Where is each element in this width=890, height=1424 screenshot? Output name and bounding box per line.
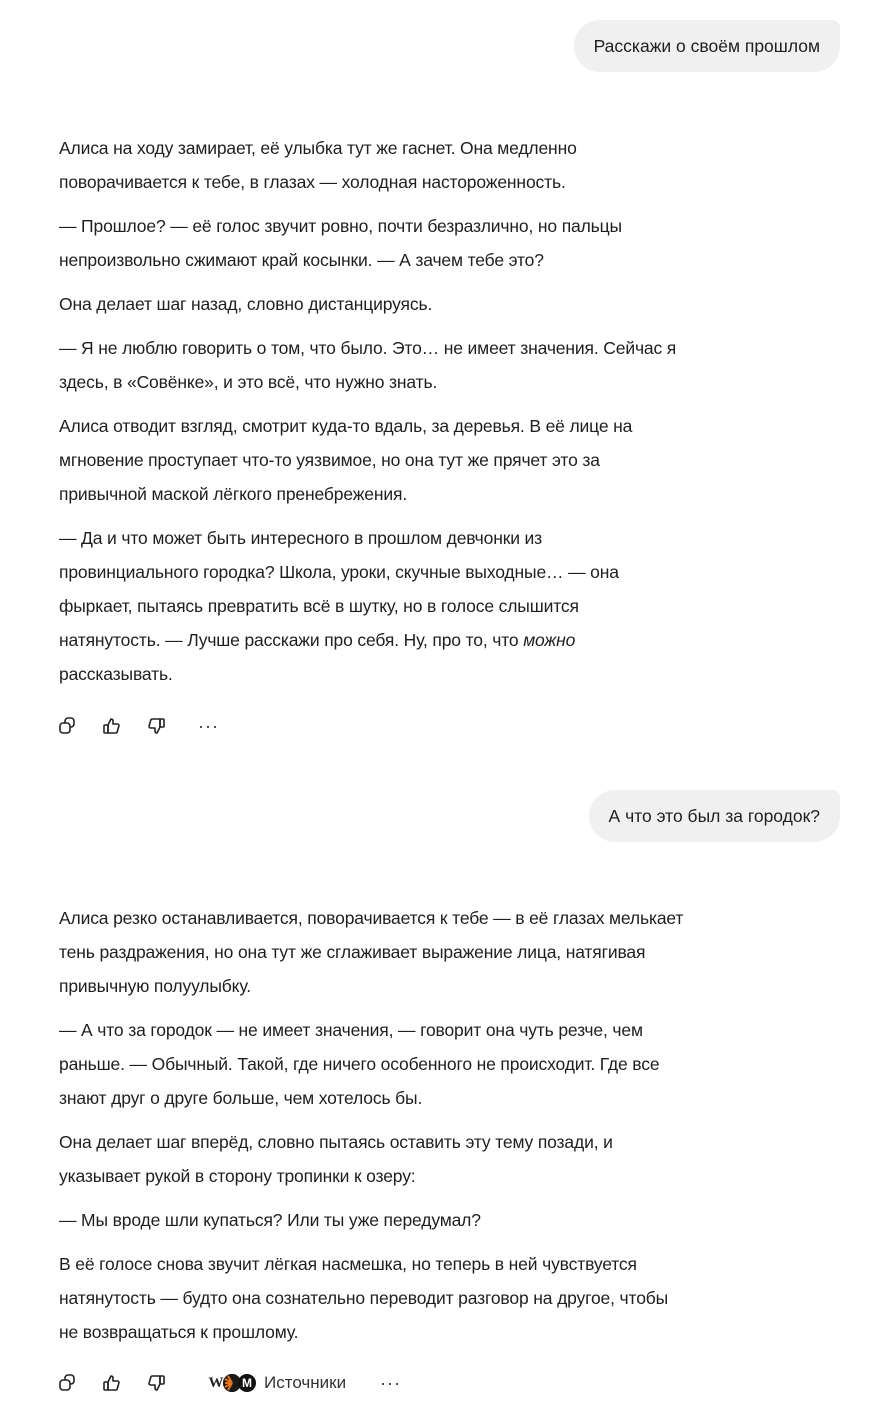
- paragraph: [59, 1125, 819, 1193]
- text-line: — Да и что может быть интересного в прошлом девчонки из: [59, 528, 543, 548]
- paragraph: [59, 521, 819, 691]
- text-line: Алиса резко останавливается, поворачивается к тебе — в её глазах мелькает: [59, 908, 684, 928]
- text-line: Алиса отводит взгляд, смотрит куда-то вдаль, за деревья. В её лице на: [59, 416, 633, 436]
- text-line: привычную полуулыбку.: [59, 976, 251, 996]
- paragraph: [59, 287, 819, 321]
- user-message: [574, 20, 840, 72]
- text-line: поворачивается к тебе, в глазах — холодная настороженность.: [59, 172, 566, 192]
- more-options-button[interactable]: ···: [198, 715, 219, 736]
- thumbs-up-icon: [102, 716, 122, 736]
- text-line: Она делает шаг вперёд, словно пытаясь оставить эту тему позади, и: [59, 1132, 613, 1152]
- message-actions: [56, 1368, 401, 1398]
- text-line: натянутость — будто она сознательно переводит разговор на другое, чтобы: [59, 1288, 669, 1308]
- text-line: — Я не люблю говорить о том, что было. Это… не имеет значения. Сейчас я: [59, 338, 677, 358]
- like-button[interactable]: [100, 714, 124, 738]
- assistant-message: [59, 131, 819, 701]
- paragraph: [59, 209, 819, 277]
- copy-button[interactable]: [56, 714, 80, 738]
- paragraph: [59, 1247, 819, 1349]
- user-message-text: А что это был за городок?: [608, 805, 820, 826]
- text-line: Она делает шаг назад, словно дистанцируясь.: [59, 294, 433, 314]
- sources-button[interactable]: [206, 1373, 346, 1393]
- wikipedia-icon: W: [206, 1374, 226, 1392]
- text-line: В её голосе снова звучит лёгкая насмешка, но теперь в ней чувствуется: [59, 1254, 637, 1274]
- paragraph: [59, 331, 819, 399]
- like-button[interactable]: [100, 1371, 124, 1395]
- paragraph: [59, 409, 819, 511]
- assistant-message: [59, 901, 819, 1359]
- text-segment: натянутость. — Лучше расскажи про себя. Ну, про то, что: [59, 630, 524, 650]
- text-line: Алиса на ходу замирает, её улыбка тут же гаснет. Она медленно: [59, 138, 577, 158]
- text-line: провинциального городка? Школа, уроки, скучные выходные… — она: [59, 562, 619, 582]
- copy-icon: [58, 1373, 78, 1393]
- text-line: — Мы вроде шли купаться? Или ты уже передумал?: [59, 1210, 481, 1230]
- text-line: непроизвольно сжимают край косынки. — А зачем тебе это?: [59, 250, 544, 270]
- user-message-text: Расскажи о своём прошлом: [593, 35, 820, 56]
- more-options-button[interactable]: ···: [380, 1372, 402, 1393]
- paragraph: [59, 131, 819, 199]
- copy-button[interactable]: [56, 1371, 80, 1395]
- text-line: тень раздражения, но она тут же сглаживает выражение лица, натягивая: [59, 942, 646, 962]
- source-icons: [206, 1374, 256, 1392]
- text-line: — Прошлое? — её голос звучит ровно, почти безразлично, но пальцы: [59, 216, 622, 236]
- dislike-button[interactable]: [144, 714, 168, 738]
- text-line: указывает рукой в сторону тропинки к озеру:: [59, 1166, 416, 1186]
- text-line: здесь, в «Совёнке», и это всё, что нужно знать.: [59, 372, 438, 392]
- text-line: не возвращаться к прошлому.: [59, 1322, 299, 1342]
- paragraph: [59, 901, 819, 1003]
- message-actions: [56, 711, 219, 741]
- text-line: рассказывать.: [59, 664, 173, 684]
- thumbs-down-icon: [146, 716, 166, 736]
- paragraph: [59, 1013, 819, 1115]
- copy-icon: [58, 716, 78, 736]
- m-logo-icon: M: [238, 1374, 256, 1392]
- text-line: мгновение проступает что-то уязвимое, но она тут же прячет это за: [59, 450, 600, 470]
- italic-text: можно: [523, 630, 576, 650]
- text-line: — А что за городок — не имеет значения, — говорит она чуть резче, чем: [59, 1020, 643, 1040]
- text-line: [59, 623, 819, 657]
- dislike-button[interactable]: [144, 1371, 168, 1395]
- text-line: привычной маской лёгкого пренебрежения.: [59, 484, 408, 504]
- user-message: [589, 790, 840, 842]
- thumbs-up-icon: [102, 1373, 122, 1393]
- text-line: знают друг о друге больше, чем хотелось бы.: [59, 1088, 423, 1108]
- text-line: раньше. — Обычный. Такой, где ничего особенного не происходит. Где все: [59, 1054, 660, 1074]
- paragraph: [59, 1203, 819, 1237]
- text-line: фыркает, пытаясь превратить всё в шутку, но в голосе слышится: [59, 596, 579, 616]
- sources-label: Источники: [264, 1373, 347, 1392]
- thumbs-down-icon: [146, 1373, 166, 1393]
